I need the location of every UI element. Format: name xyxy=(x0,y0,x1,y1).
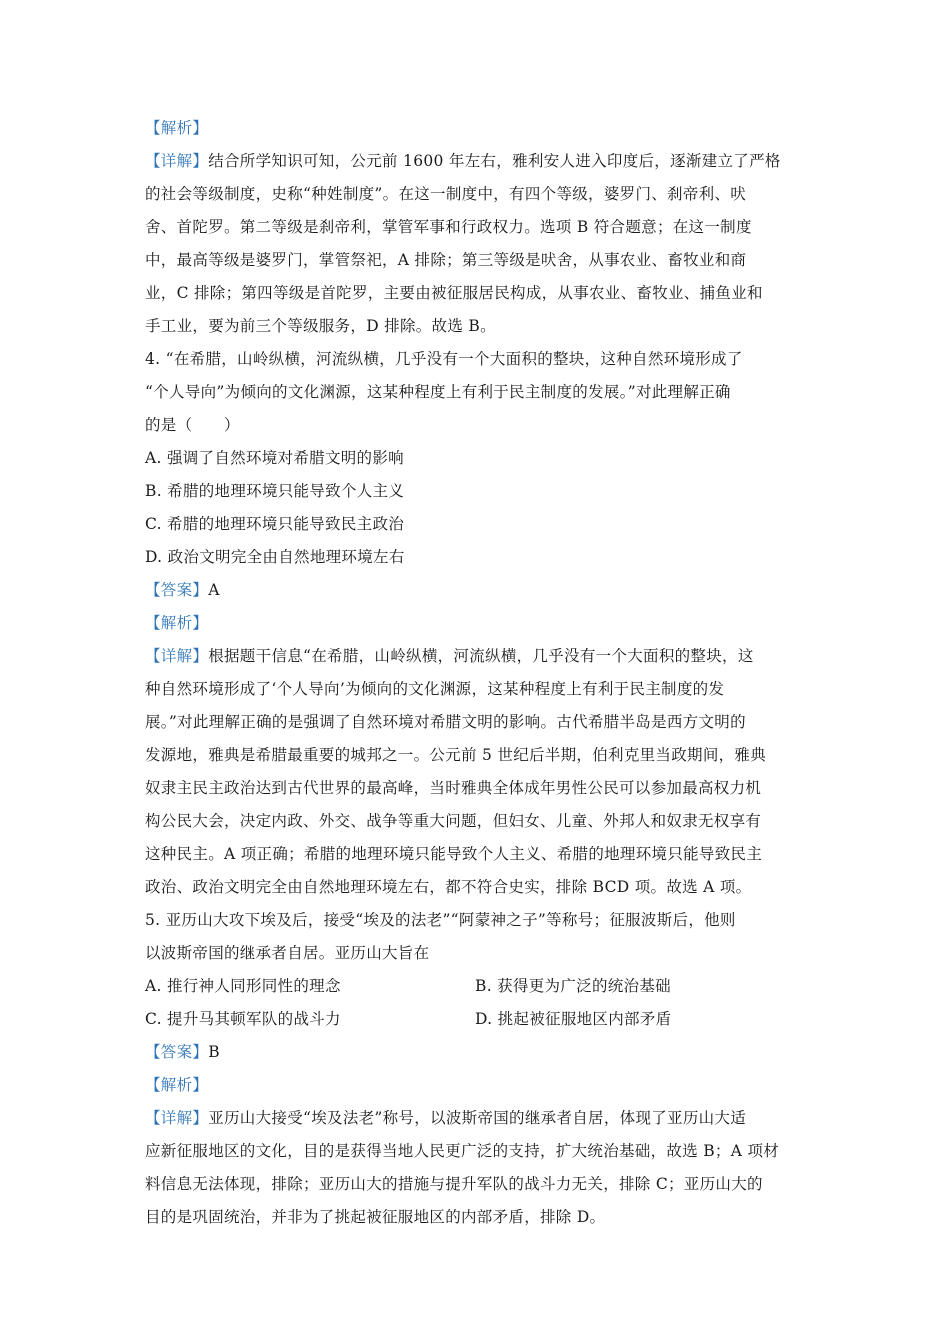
q4-analysis-heading xyxy=(145,607,805,640)
q4-stem-line: 的是（ ） xyxy=(145,416,240,434)
q5-option-c: C. 提升马其顿军队的战斗力 xyxy=(145,1010,341,1028)
detail-tag: 【详解】 xyxy=(145,152,209,170)
q4-detail-text: 根据题干信息“在希腊，山岭纵横，河流纵横，几乎没有一个大面积的整块，这 xyxy=(208,647,754,665)
q3-detail-line: 中，最高等级是婆罗门，掌管祭祀，A 排除；第三等级是吠舍，从事农业、畜牧业和商 xyxy=(145,251,747,269)
q3-detail-line: 业，C 排除；第四等级是首陀罗，主要由被征服居民构成，从事农业、畜牧业、捕鱼业和 xyxy=(145,284,763,302)
q5-option-d: D. 挑起被征服地区内部矛盾 xyxy=(475,1010,672,1028)
answer-tag: 【答案】 xyxy=(145,581,209,599)
q4-answer xyxy=(145,574,805,607)
q4-detail-line: 这种民主。A 项正确；希腊的地理环境只能导致个人主义、希腊的地理环境只能导致民主 xyxy=(145,845,763,863)
q5-options-row xyxy=(145,1003,805,1036)
q4-detail-line: 构公民大会，决定内政、外交、战争等重大问题，但妇女、儿童、外邦人和奴隶无权享有 xyxy=(145,812,762,830)
q4-stem-line: “个人导向”为倾向的文化渊源，这某种程度上有利于民主制度的发展。”对此理解正确 xyxy=(145,383,731,401)
q5-detail-line: 目的是巩固统治，并非为了挑起被征服地区的内部矛盾，排除 D。 xyxy=(145,1208,606,1226)
q4-stem-line: 4. “在希腊，山岭纵横，河流纵横，几乎没有一个大面积的整块，这种自然环境形成了 xyxy=(145,350,743,368)
q5-options-row xyxy=(145,970,805,1003)
q5-stem-line: 5. 亚历山大攻下埃及后，接受“埃及的法老”“阿蒙神之子”等称号；征服波斯后，他则 xyxy=(145,911,736,929)
detail-tag: 【详解】 xyxy=(145,647,209,665)
q5-analysis-heading xyxy=(145,1069,805,1102)
analysis-tag: 【解析】 xyxy=(145,614,209,632)
q3-detail-line: 舍、首陀罗。第二等级是刹帝利，掌管军事和行政权力。选项 B 符合题意；在这一制度 xyxy=(145,218,752,236)
q5-option-a: A. 推行神人同形同性的理念 xyxy=(145,977,341,995)
q4-detail-line xyxy=(145,640,805,673)
q5-detail-line: 应新征服地区的文化，目的是获得当地人民更广泛的支持，扩大统治基础，故选 B；A 项材 xyxy=(145,1142,780,1160)
q4-option-a: A. 强调了自然环境对希腊文明的影响 xyxy=(145,449,404,467)
q4-detail-line: 发源地，雅典是希腊最重要的城邦之一。公元前 5 世纪后半期，伯利克里当政期间，雅典 xyxy=(145,746,767,764)
q5-answer xyxy=(145,1036,805,1069)
q3-detail-line xyxy=(145,145,805,178)
q4-detail-line: 政治、政治文明完全由自然地理环境左右，都不符合史实，排除 BCD 项。故选 A 项。 xyxy=(145,878,752,896)
q4-option-d: D. 政治文明完全由自然地理环境左右 xyxy=(145,548,405,566)
q5-detail-text: 亚历山大接受“埃及法老”称号，以波斯帝国的继承者自居，体现了亚历山大适 xyxy=(208,1109,747,1127)
q5-stem-line: 以波斯帝国的继承者自居。亚历山大旨在 xyxy=(145,944,430,962)
detail-tag: 【详解】 xyxy=(145,1109,209,1127)
q5-option-b: B. 获得更为广泛的统治基础 xyxy=(475,977,671,995)
q3-detail-line: 的社会等级制度，史称“种姓制度”。在这一制度中，有四个等级，婆罗门、刹帝利、吠 xyxy=(145,185,747,203)
analysis-tag: 【解析】 xyxy=(145,1076,209,1094)
answer-tag: 【答案】 xyxy=(145,1043,209,1061)
analysis-tag: 【解析】 xyxy=(145,119,209,137)
q5-detail-line xyxy=(145,1102,805,1135)
q4-detail-line: 展。”对此理解正确的是强调了自然环境对希腊文明的影响。古代希腊半岛是西方文明的 xyxy=(145,713,746,731)
answer-value: A xyxy=(208,581,220,599)
q4-option-c: C. 希腊的地理环境只能导致民主政治 xyxy=(145,515,405,533)
q3-analysis-heading xyxy=(145,112,805,145)
q3-detail-text: 结合所学知识可知，公元前 1600 年左右，雅利安人进入印度后，逐渐建立了严格 xyxy=(208,152,781,170)
q4-option-b: B. 希腊的地理环境只能导致个人主义 xyxy=(145,482,405,500)
answer-value: B xyxy=(208,1043,220,1061)
q4-detail-line: 奴隶主民主政治达到古代世界的最高峰，当时雅典全体成年男性公民可以参加最高权力机 xyxy=(145,779,762,797)
q5-detail-line: 料信息无法体现，排除；亚历山大的措施与提升军队的战斗力无关，排除 C；亚历山大的 xyxy=(145,1175,763,1193)
document-page xyxy=(145,112,805,1234)
q3-detail-line: 手工业，要为前三个等级服务，D 排除。故选 B。 xyxy=(145,317,496,335)
q4-detail-line: 种自然环境形成了‘个人导向’为倾向的文化渊源，这某种程度上有利于民主制度的发 xyxy=(145,680,725,698)
